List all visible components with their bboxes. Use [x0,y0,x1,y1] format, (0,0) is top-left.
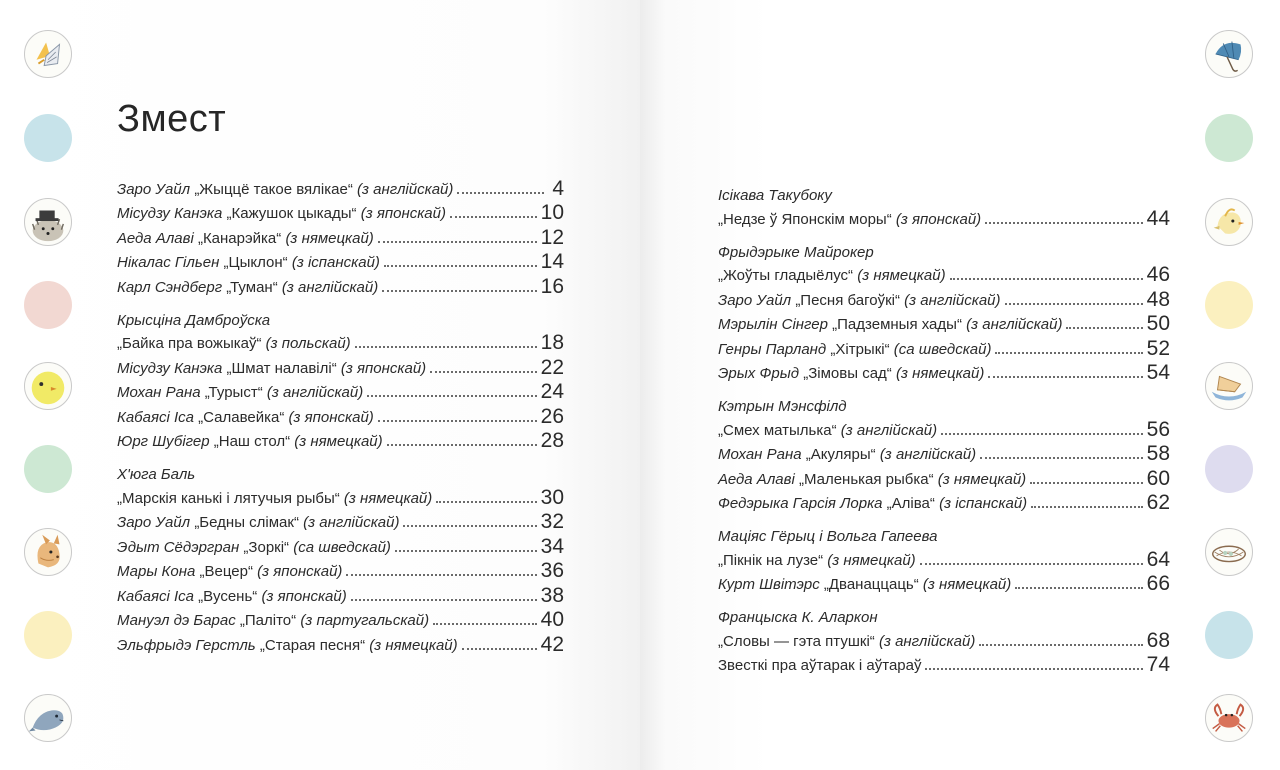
toc-entry [117,201,564,226]
toc-page-number: 30 [540,485,564,509]
toc-page-number: 50 [1146,312,1170,335]
toc-entry [117,429,564,454]
toc-entry-title: „Смех матылька“ [718,421,837,439]
dot-leader [985,222,1142,224]
toc-entry [117,583,564,608]
toc-entry-author: Юрг Шубігер [117,433,210,450]
dot-leader [433,623,537,625]
toc-entry-language: (з нямецкай) [857,267,946,284]
hedgehog-hat-icon [24,198,72,246]
toc-entry-title: „Байка пра вожыкаў“ [117,335,262,352]
toc-entry-text [117,433,383,453]
umbrella-icon [1205,30,1253,78]
toc-entry-author: Нікалас Гільен [117,254,220,271]
toc-entry-title: „Маленькая рыбка“ [798,470,934,488]
toc-entry-text [117,360,426,380]
toc-entry [117,225,564,250]
toc-entry-author: Заро Уайл [117,514,191,531]
toc-entry [718,312,1170,337]
toc-entry-author: Заро Уайл [117,180,191,198]
toc-entry-language: (з японскай) [261,587,347,605]
toc-entry-language: (з японскай) [340,359,427,377]
toc-entry-text [718,633,975,653]
dot-leader [367,395,536,397]
toc-page-number: 66 [1146,572,1170,595]
dot-leader [351,599,537,601]
toc-page-number: 58 [1146,442,1170,465]
toc-entry-title: „Старая песня“ [259,636,366,654]
toc-entry-language: (з англійскай) [840,421,938,439]
toc-entry-language: (з японскай) [288,408,374,426]
toc-entry [117,250,564,275]
toc-entry [117,355,564,380]
toc-page-number: 38 [540,583,564,607]
toc-entry-title: „Кажушок цыкады“ [226,205,357,222]
toc-entry-title: „Шмат налавілі“ [226,359,337,377]
toc-entry-text [117,181,453,201]
dot-leader [1030,482,1142,484]
toc-author-heading: Ісікава Такубоку [718,187,832,204]
toc-entry-text [718,267,946,287]
toc-entry-title: „Салавейка“ [198,408,285,426]
dot-leader [920,563,1143,565]
toc-page-number: 48 [1146,287,1170,311]
decorative-dot [1205,281,1253,329]
toc-entry-language: (з англійскай) [879,446,977,463]
toc-entry-text [117,588,347,608]
yellow-bird-icon [1205,198,1253,246]
dot-leader [995,352,1142,354]
toc-entry-author: Карл Сэндберг [117,278,223,296]
dot-leader [1005,303,1143,305]
toc-entry [117,176,564,201]
toc-page-number: 44 [1146,206,1170,230]
toc-entry [718,572,1170,597]
toc-entry-language: (з нямецкай) [922,576,1012,593]
toc-entry-text [718,365,984,385]
toc-entry-author: Эдыт Сёдэргран [117,538,240,556]
dot-leader [950,278,1143,280]
toc-entry [718,206,1170,231]
toc-page-number: 60 [1146,466,1170,490]
toc-entry-language: (з японскай) [895,210,982,228]
toc-right-column [718,182,1170,677]
toc-entry-text [117,384,363,404]
toc-page-number: 64 [1146,547,1170,571]
toc-page-number: 42 [540,632,564,656]
toc-entry [117,510,564,535]
toc-entry-title: „Наш стол“ [213,433,291,450]
dot-leader [378,420,537,422]
toc-entry [117,380,564,405]
toc-entry-author: Мохан Рана [117,384,201,401]
toc-entry [117,404,564,429]
toc-entry-text [718,576,1011,596]
page-title: Змест [117,98,227,140]
toc-entry-text [117,409,374,429]
toc-entry-title: „Вусень“ [198,587,258,605]
toc-entry-language: (з англійскай) [878,632,976,650]
toc-entry-language: (з нямецкай) [294,433,383,450]
toc-left-column [117,176,564,657]
toc-page-number: 22 [540,355,564,379]
decorative-dot [1205,611,1253,659]
toc-page-number: 26 [540,404,564,428]
toc-entry-text [718,552,916,572]
dot-leader [430,371,536,373]
toc-entry-title: „Пікнік на лузе“ [718,551,824,569]
toc-entry-text [718,341,991,361]
toc-page-number: 52 [1146,336,1170,360]
toc-entry-language: (з нямецкай) [369,636,458,654]
toc-page-number: 34 [540,534,564,558]
toc-entry-language: (са шведскай) [893,340,992,358]
toc-author-heading: Фрыдэрыке Майрокер [718,243,874,261]
toc-entry-text [117,254,380,274]
section-gap [718,515,1170,523]
toc-entry-language: (з англійскай) [966,316,1063,333]
toc-entry-title: „Вецер“ [199,563,253,580]
toc-entry [117,559,564,584]
toc-entry-author: Місудзу Канэка [117,359,223,377]
decorative-dot [24,114,72,162]
toc-page-number: 40 [540,608,564,631]
toc-entry-title: „Песня багоўкі“ [795,291,900,309]
toc-entry-title: „Словы — гэта птушкі“ [718,632,875,650]
toc-entry-author: Мануэл дэ Барас [117,612,236,629]
dot-leader [395,550,537,552]
toc-page-number: 62 [1146,491,1170,514]
toc-entry [718,417,1170,442]
toc-entry [718,466,1170,491]
toc-entry-language: (з японскай) [257,563,343,580]
toc-entry-title: „Акуляры“ [805,446,876,463]
dot-leader [979,644,1142,646]
toc-page-number: 18 [540,331,564,354]
toc-entry-author: Аеда Алаві [117,229,194,247]
toc-entry-title: „Марскія канькі і лятучыя рыбы“ [117,489,340,507]
toc-entry-text [117,637,458,657]
dot-leader [457,192,544,194]
dot-leader [403,525,536,527]
toc-entry-author: Місудзу Канэка [117,205,223,222]
toc-entry [718,361,1170,386]
toc-page-number: 36 [540,559,564,582]
toc-entry-author: Генры Парланд [718,340,827,358]
toc-entry-text [117,563,342,583]
toc-entry-author: Федэрыка Гарсія Лорка [718,495,883,512]
toc-entry-text [718,292,1001,312]
right-page [640,0,1280,770]
toc-entry-title: „Цыклон“ [223,254,288,271]
toc-page-number: 74 [1146,653,1170,676]
toc-entry-author: Кабаясі Іса [117,587,194,605]
toc-entry [718,628,1170,653]
toc-page-number: 46 [1146,263,1170,286]
yellow-chick-icon [24,362,72,410]
decorative-dot [24,611,72,659]
section-gap [117,453,564,461]
toc-page-number: 56 [1146,417,1170,441]
dot-leader [1031,506,1142,508]
toc-entry-text [117,612,429,632]
toc-page-number: 68 [1146,628,1170,652]
toc-entry-text [718,446,976,466]
toc-entry-text [718,471,1026,491]
toc-entry-title: Звесткі пра аўтарак і аўтараў [718,657,922,674]
toc-page-number: 54 [1146,361,1170,384]
decorative-dot [24,281,72,329]
toc-author-heading: Кэтрын Мэнсфілд [718,398,847,415]
toc-entry-title: „Аліва“ [886,495,935,512]
toc-entry-language: (з англійскай) [281,278,379,296]
toc-entry-language: (з польскай) [265,335,351,352]
decorative-dot [1205,114,1253,162]
squirrel-icon [24,528,72,576]
toc-entry-text [117,335,351,355]
toc-page-number: 4 [552,176,564,200]
toc-entry [718,653,1170,678]
toc-entry-author: Заро Уайл [718,291,792,309]
toc-entry-author: Эльфрыдэ Герстль [117,636,256,654]
section-gap [117,299,564,307]
dot-leader [1066,327,1142,329]
toc-page-number: 24 [540,380,564,403]
toc-page-number: 12 [540,225,564,249]
toc-entry [718,336,1170,361]
toc-entry [718,547,1170,572]
toc-entry-title: „Паліто“ [239,612,297,629]
toc-entry [718,263,1170,288]
section-gap [718,596,1170,604]
toc-entry-author: Мохан Рана [718,446,802,463]
toc-entry-text [117,539,391,559]
toc-entry-title: „Зоркі“ [243,538,290,556]
dot-leader [1015,587,1142,589]
toc-entry [718,287,1170,312]
toc-entry-title: „Дванаццаць“ [823,576,919,593]
dot-leader [384,265,537,267]
toc-entry-title: „Бедны слімак“ [194,514,299,531]
toc-entry-author: Мэрылін Сінгер [718,316,828,333]
dot-leader [382,290,536,292]
toc-entry-title: „Жыццё такое вялікае“ [194,180,353,198]
toc-page-number: 16 [540,274,564,298]
toc-entry-language: (з японскай) [360,205,446,222]
toc-entry-language: (з англійскай) [303,514,400,531]
toc-entry-title: „Канарэйка“ [197,229,282,247]
toc-author-heading: Маціяс Гёрыц і Вольга Гапеева [718,528,938,545]
toc-entry [117,534,564,559]
toc-entry-language: (з іспанскай) [291,254,380,271]
decorative-dot [24,445,72,493]
toc-entry-author: Аеда Алаві [718,470,795,488]
toc-entry-author: Мары Кона [117,563,196,580]
dot-leader [941,433,1143,435]
toc-entry-text [718,657,921,677]
dot-leader [387,444,537,446]
toc-entry-text [718,422,937,442]
dot-leader [355,346,537,348]
toc-entry-language: (з нямецкай) [343,489,433,507]
toc-entry-text [117,490,432,510]
toc-entry-text [117,205,446,225]
section-gap [718,231,1170,239]
dot-leader [925,668,1142,670]
toc-entry [718,491,1170,516]
toc-entry-language: (з нямецкай) [285,229,374,247]
toc-entry-author: Эрых Фрыд [718,365,800,382]
dot-leader [436,501,536,503]
decorative-dot [1205,445,1253,493]
toc-page-number: 28 [540,429,564,452]
toc-entry-title: „Зімовы сад“ [803,365,892,382]
bird-nest-icon [1205,528,1253,576]
toc-page-number: 10 [540,201,564,224]
dot-leader [346,574,536,576]
toc-entry [117,331,564,356]
toc-entry-language: (з нямецкай) [895,365,985,382]
toc-entry-language: (з іспанскай) [939,495,1028,512]
toc-author-heading: Францыска К. Аларкон [718,609,878,626]
toc-page-number: 32 [540,510,564,533]
toc-entry-language: (з англійскай) [357,180,454,198]
section-gap [718,385,1170,393]
toc-entry-language: (з англійскай) [266,384,364,401]
right-decoration-column [1202,0,1258,770]
toc-entry-title: „Недзе ў Японскім моры“ [718,210,892,228]
toc-entry-title: „Туман“ [226,278,278,296]
toc-entry-language: (з нямецкай) [937,470,1027,488]
dot-leader [462,648,537,650]
toc-entry-text [718,211,981,231]
toc-entry [718,442,1170,467]
toc-entry [117,632,564,657]
dot-leader [450,216,537,218]
toc-entry [117,485,564,510]
dot-leader [980,457,1142,459]
toc-entry-title: „Жоўты гладыёлус“ [718,267,854,284]
toc-entry-text [117,279,378,299]
boat-icon [1205,362,1253,410]
crab-icon [1205,694,1253,742]
dot-leader [988,376,1142,378]
toc-entry [117,274,564,299]
toc-entry-language: (з партугальскай) [300,612,430,629]
toc-entry-title: „Турыст“ [204,384,263,401]
toc-entry-text [718,495,1027,515]
toc-entry [117,608,564,633]
toc-entry-language: (з нямецкай) [827,551,916,569]
left-decoration-column [21,0,77,770]
toc-entry-text [117,514,399,534]
toc-entry-title: „Падземныя хады“ [832,316,962,333]
toc-entry-title: „Хітрыкі“ [830,340,890,358]
toc-entry-author: Курт Швітэрс [718,576,820,593]
toc-entry-text [117,230,374,250]
seal-icon [24,694,72,742]
dot-leader [378,241,537,243]
toc-author-heading: Крысціна Дамброўска [117,311,271,329]
toc-author-heading: Х'юга Баль [117,466,196,483]
toc-entry-language: (са шведскай) [293,538,391,556]
toc-entry-text [718,316,1062,336]
toc-entry-language: (з англійскай) [904,291,1001,309]
paper-bird-icon [24,30,72,78]
toc-entry-author: Кабаясі Іса [117,408,194,426]
toc-page-number: 14 [540,250,564,273]
